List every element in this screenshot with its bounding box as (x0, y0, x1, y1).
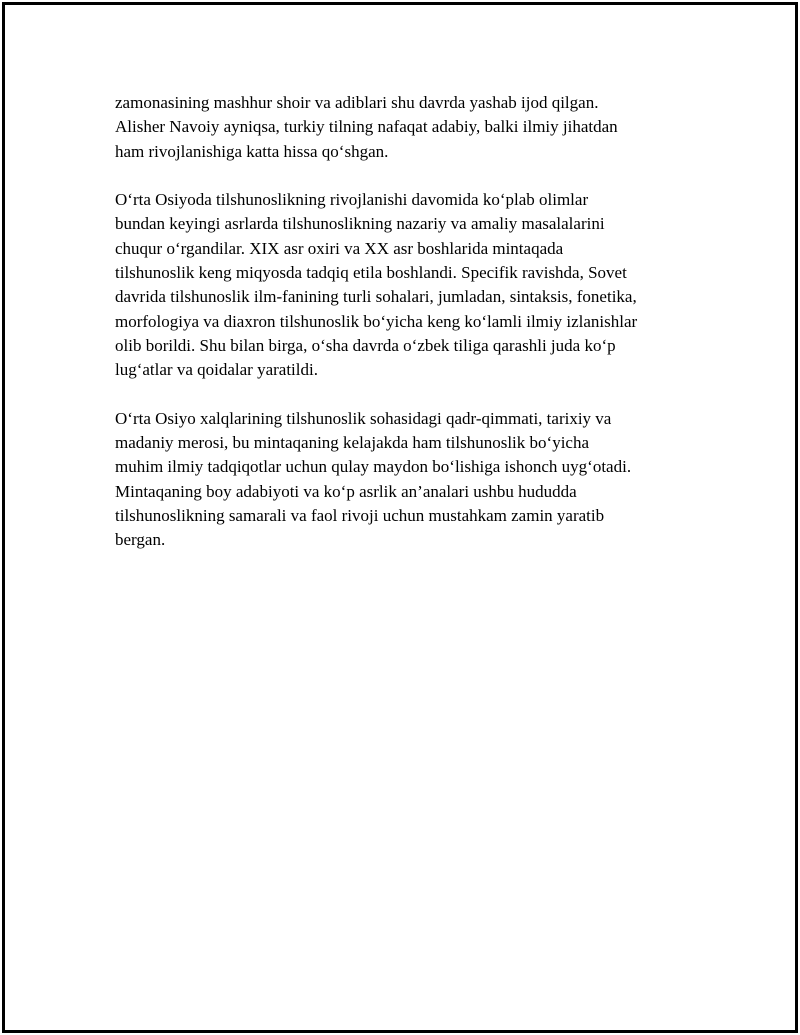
text-line: lug‘atlar va qoidalar yaratildi. (115, 360, 318, 380)
text-line: Alisher Navoiy ayniqsa, turkiy tilning nafaqat adabiy, balki ilmiy jihatdan (115, 117, 618, 137)
paragraph-2 (115, 188, 705, 382)
text-line: bundan keyingi asrlarda tilshunoslikning nazariy va amaliy masalalarini (115, 214, 605, 234)
text-line: chuqur o‘rgandilar. XIX asr oxiri va XX asr boshlarida mintaqada (115, 238, 564, 258)
text-line: olib borildi. Shu bilan birga, o‘sha davrda o‘zbek tiliga qarashli juda ko‘p (115, 335, 616, 355)
text-line: morfologiya va diaxron tilshunoslik bo‘yicha keng ko‘lamli ilmiy izlanishlar (115, 311, 638, 331)
document-body (115, 91, 705, 577)
text-line: Mintaqaning boy adabiyoti va ko‘p asrlik an’analari ushbu hududda (115, 481, 577, 501)
text-line: zamonasining mashhur shoir va adiblari shu davrda yashab ijod qilgan. (115, 93, 599, 112)
text-line: O‘rta Osiyo xalqlarining tilshunoslik sohasidagi qadr-qimmati, tarixiy va (115, 408, 612, 428)
text-line: O‘rta Osiyoda tilshunoslikning rivojlanishi davomida ko‘plab olimlar (115, 190, 589, 210)
text-line: tilshunoslikning samarali va faol rivoji uchun mustahkam zamin yaratib (115, 506, 605, 526)
text-line: ham rivojlanishiga katta hissa qo‘shgan. (115, 141, 389, 161)
paragraph-3 (115, 407, 705, 553)
text-line: bergan. (115, 530, 166, 550)
text-line: tilshunoslik keng miqyosda tadqiq etila boshlandi. Specifik ravishda, Sovet (115, 263, 627, 283)
text-line: davrida tilshunoslik ilm-fanining turli sohalari, jumladan, sintaksis, fonetika, (115, 287, 637, 307)
text-line: madaniy merosi, bu mintaqaning kelajakda ham tilshunoslik bo‘yicha (115, 433, 590, 453)
paragraph-1 (115, 91, 705, 164)
text-line: muhim ilmiy tadqiqotlar uchun qulay maydon bo‘lishiga ishonch uyg‘otadi. (115, 457, 632, 477)
